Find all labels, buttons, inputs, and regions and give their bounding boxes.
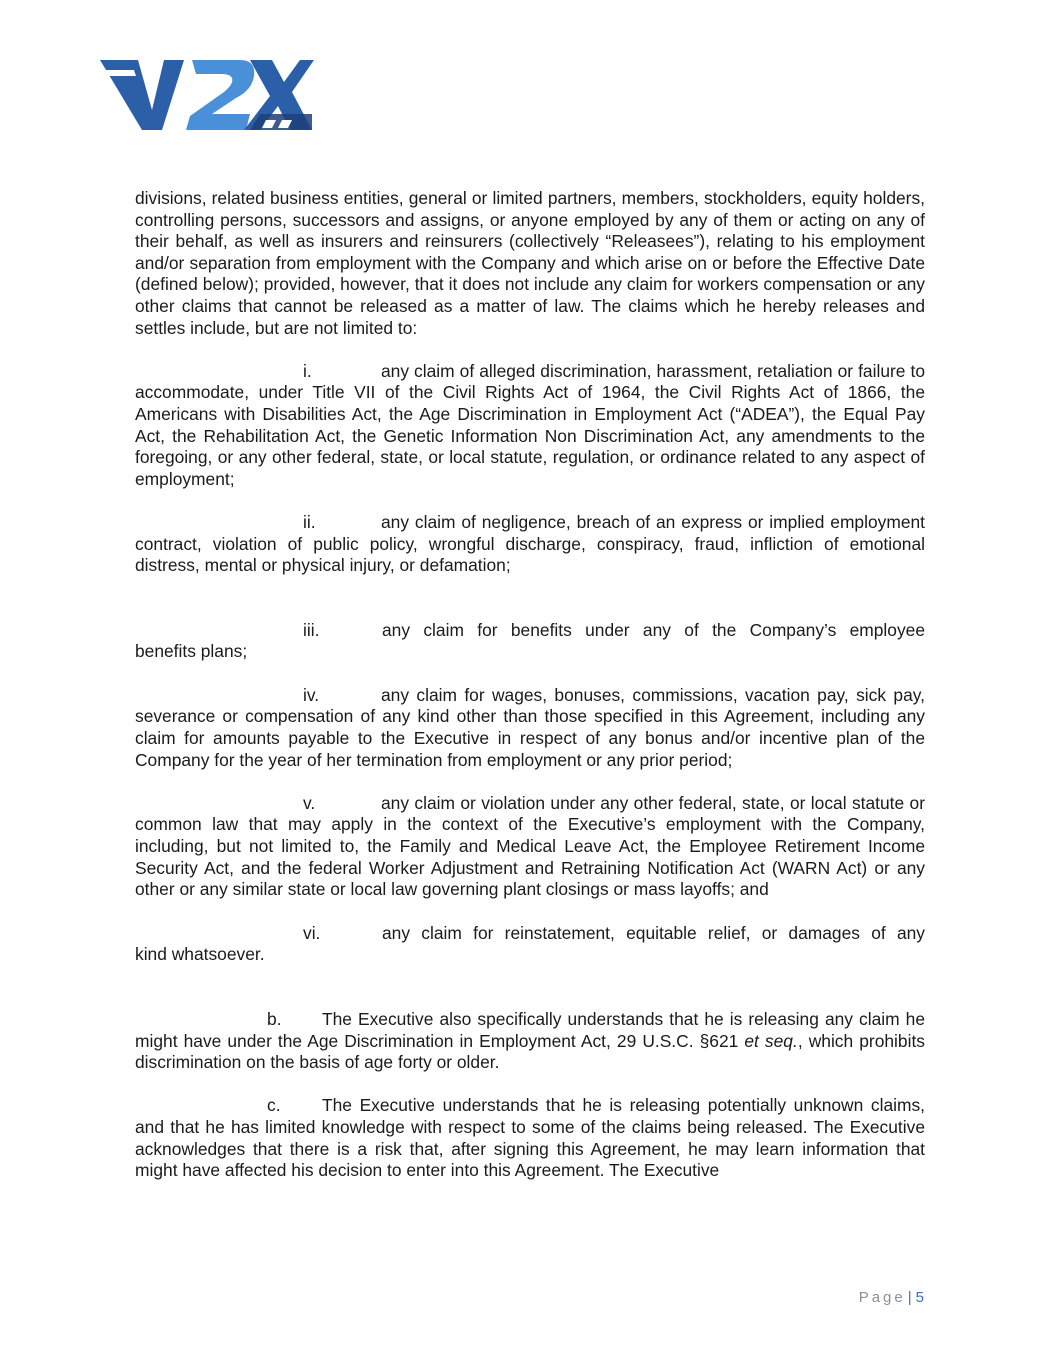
section-c — [135, 1095, 925, 1181]
page-label: Page — [858, 1289, 906, 1306]
intro-paragraph: divisions, related business entities, general or limited partners, members, stockholders, equity holders, controlling persons, successors and assigns, or anyone employed by any of them or acting on any of their behalf, as well as insurers and reinsurers (collectively “Releasees”), relating to his employment and/or separation from employment with the Company and which arise on or before the Effective Date (defined below); provided, however, that it does not include any claim for workers compensation or any other claims that cannot be released as a matter of law. The claims which he hereby releases and settles include, but are not limited to: — [135, 188, 925, 338]
list-item-vi — [135, 923, 925, 966]
page-separator: | — [907, 1289, 912, 1306]
document-body — [135, 188, 925, 1182]
list-number: i. — [303, 360, 312, 381]
section-text-italic: et seq. — [744, 1030, 798, 1051]
list-item-ii — [135, 512, 925, 577]
section-number: b. — [267, 1009, 282, 1029]
company-logo — [100, 58, 315, 134]
list-text-continued: kind whatsoever. — [135, 944, 265, 965]
list-text: any claim for benefits under any of the Company’s employee — [382, 619, 925, 640]
section-number: c. — [267, 1095, 281, 1116]
section-b — [135, 1009, 925, 1074]
list-number: vi. — [303, 922, 321, 943]
list-text: any claim for reinstatement, equitable relief, or damages of any — [382, 922, 925, 943]
section-text: The Executive also specifically understands that he is releasing any claim he might have under the Age Discrimination in Employment Act, 29 U.S.C. §621 — [135, 1009, 925, 1051]
list-text-continued: benefits plans; — [135, 641, 248, 662]
list-number: v. — [303, 792, 316, 813]
list-item-i — [135, 361, 925, 491]
list-number: ii. — [303, 511, 316, 532]
list-item-iv — [135, 685, 925, 771]
section-text: The Executive understands that he is releasing potentially unknown claims, and that he has limited knowledge with respect to some of the claims being released. The Executive acknowledges that there is a risk that, after signing this Agreement, he may learn information that might have affected his decision to enter into this Agreement. The Executive — [135, 1095, 925, 1181]
list-text: any claim of alleged discrimination, harassment, retaliation or failure to accommodate, under Title VII of the Civil Rights Act of 1964, the Civil Rights Act of 1866, the Americans with Disabilities Act, the Age Discrimination in Employment Act (“ADEA”), the Equal Pay Act, the Rehabilitation Act, the Genetic Information Non Discrimination Act, any amendments to the foregoing, or any other federal, state, or local statute, regulation, or ordinance related to any aspect of employment; — [135, 360, 925, 489]
list-item-v — [135, 793, 925, 901]
list-number: iii. — [303, 619, 320, 640]
list-text: any claim or violation under any other federal, state, or local statute or common law that may apply in the context of the Executive’s employment with the Company, including, but not limited to, the Family and Medical Leave Act, the Employee Retirement Income Security Act, and the federal Worker Adjustment and Retraining Notification Act (WARN Act) or any other or any similar state or local law governing plant closings or mass layoffs; and — [135, 792, 925, 900]
list-text: any claim of negligence, breach of an express or implied employment contract, violation of public policy, wrongful discharge, conspiracy, fraud, infliction of emotional distress, mental or physical injury, or defamation; — [135, 511, 925, 576]
list-item-iii — [135, 620, 925, 663]
list-text: any claim for wages, bonuses, commissions, vacation pay, sick pay, severance or compensation of any kind other than those specified in this Agreement, including any claim for amounts payable to the Executive in respect of any bonus and/or incentive plan of the Company for the year of her termination from employment or any prior period; — [135, 684, 925, 770]
page-footer — [859, 1289, 924, 1306]
page-number: 5 — [915, 1289, 924, 1306]
list-number: iv. — [303, 684, 320, 705]
section-text-end: , which prohibits discrimination on the basis of age forty or older. — [135, 1030, 925, 1073]
